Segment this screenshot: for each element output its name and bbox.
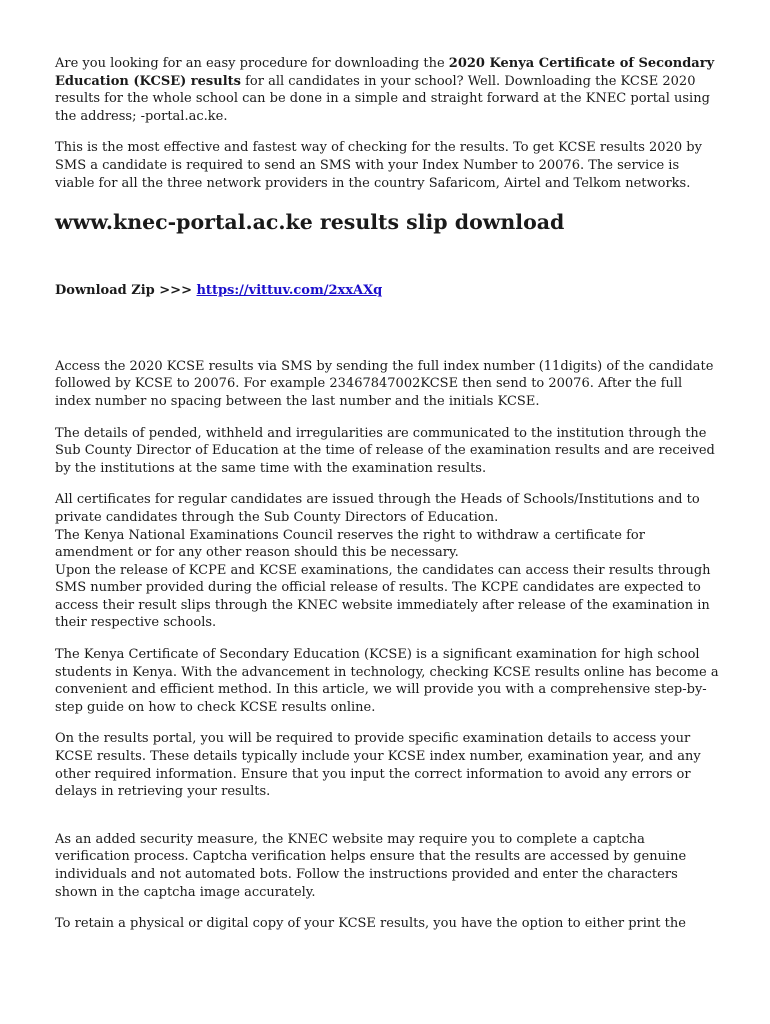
body-paragraph-7: On the results portal, you will be required to provide specific examination details to access your KCSE results. These details typically include your KCSE index number, examination year, and any other required information. Ensure that you input the correct information to avoid any errors or delays in retrieving your results. xyxy=(55,731,701,800)
body-paragraph-5-line-2: The Kenya National Examinations Council reserves the right to withdraw a certificate for amendment or for any other reason should this be necessary. xyxy=(55,527,645,561)
section-heading: www.knec-portal.ac.ke results slip download xyxy=(55,210,565,235)
intro-bold-phrase: 2020 Kenya Certificate of Secondary Education (KCSE) results xyxy=(55,56,715,89)
body-paragraph-5-line-3: Upon the release of KCPE and KCSE examinations, the candidates can access their results through SMS number provided during the official release of results. The KCPE candidates are expected to access their result slips through the KNEC website immediately after release of the examination in their respective schools. xyxy=(55,562,711,631)
download-line xyxy=(55,282,720,300)
document-page xyxy=(55,55,720,933)
download-link[interactable]: https://vittuv.com/2xxAXq xyxy=(196,283,383,299)
intro-text-after: for all candidates in your school? Well. Downloading the KCSE 2020 results for the whole school can be done in a simple and straight forward at the KNEC portal using the address; -portal.ac.ke. xyxy=(55,73,710,124)
body-paragraph-6: The Kenya Certificate of Secondary Education (KCSE) is a significant examination for high school students in Kenya. With the advancement in technology, checking KCSE results online has become a convenient and efficient method. In this article, we will provide you with a comprehensive step-by-step guide on how to check KCSE results online. xyxy=(55,647,719,715)
intro-paragraph-2: This is the most effective and fastest way of checking for the results. To get KCSE results 2020 by SMS a candidate is required to send an SMS with your Index Number to 20076. The service is viable for all the three network providers in the country Safaricom, Airtel and Telkom networks. xyxy=(55,140,702,191)
body-paragraph-3: Access the 2020 KCSE results via SMS by sending the full index number (11digits) of the candidate followed by KCSE to 20076. For example 23467847002KCSE then send to 20076. After the full index number no spacing between the last number and the initials KCSE. xyxy=(55,358,714,409)
body-paragraph-5-line-1: All certificates for regular candidates are issued through the Heads of Schools/Institutions and to private candidates through the Sub County Directors of Education. xyxy=(55,492,700,525)
body-paragraph-9: To retain a physical or digital copy of your KCSE results, you have the option to either print the xyxy=(55,916,686,932)
intro-text-before: Are you looking for an easy procedure for downloading the xyxy=(55,56,449,71)
body-paragraph-4: The details of pended, withheld and irregularities are communicated to the institution through the Sub County Director of Education at the time of release of the examination results and are received by the institutions at the same time with the examination results. xyxy=(55,425,715,476)
download-label: Download Zip >>> xyxy=(55,283,197,299)
body-paragraph-8: As an added security measure, the KNEC website may require you to complete a captcha verification process. Captcha verification helps ensure that the results are accessed by genuine individuals and not automated bots. Follow the instructions provided and enter the characters shown in the captcha image accurately. xyxy=(55,831,687,900)
intro-paragraph-1 xyxy=(55,55,720,125)
